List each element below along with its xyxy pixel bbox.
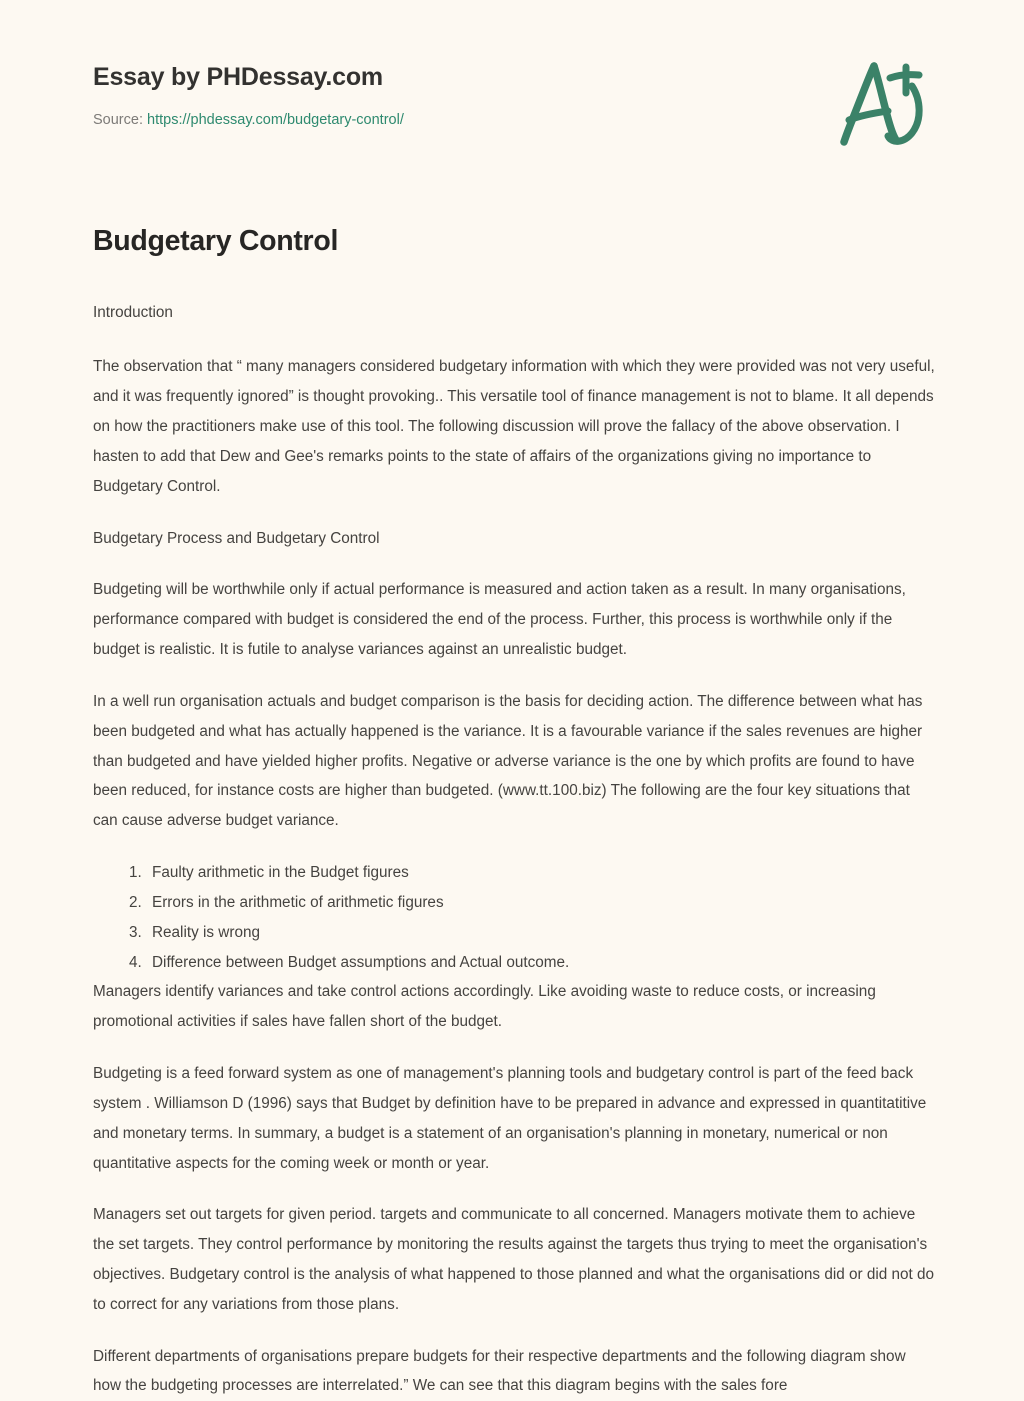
list-item: 1. Faulty arithmetic in the Budget figures xyxy=(146,858,935,888)
source-label: Source: xyxy=(93,112,143,128)
aplus-logo-icon xyxy=(826,48,936,158)
page-title: Budgetary Control xyxy=(93,225,339,257)
variance-causes-list xyxy=(93,858,935,977)
document-body xyxy=(0,150,1024,1401)
paragraph-2: Budgeting will be worthwhile only if actual performance is measured and action taken as a result. In many organisations, performance compared with budget is considered the end of the process. Further, this process is worthwhile only if the budget is realistic. It is futile to analyse variances against an unrealistic budget. xyxy=(93,581,906,659)
list-item: 2. Errors in the arithmetic of arithmetic figures xyxy=(146,888,935,918)
paragraph-6: Managers set out targets for given period. targets and communicate to all concerned. Managers motivate them to achieve the set targets. They control performance by monitoring the results against the targets thus trying to meet the organisation's objectives. Budgetary control is the analysis of what happened to those planned and what the organisations did or did not do to correct for any variations from those plans. xyxy=(93,1206,935,1313)
section-label-introduction: Introduction xyxy=(93,303,173,321)
paragraph-3: In a well run organisation actuals and budget comparison is the basis for deciding action. The difference between what has been budgeted and what has actually happened is the variance. It is a favourable variance if the sales revenues are higher than budgeted and have yielded higher profits. Negative or adverse variance is the one by which profits are found to have been reduced, for instance costs are higher than budgeted. (www.tt.100.biz) The following are the four key situations that can cause adverse budget variance. xyxy=(93,692,923,830)
list-item: 3. Reality is wrong xyxy=(146,918,935,948)
paragraph-4: Managers identify variances and take control actions accordingly. Like avoiding waste to reduce costs, or increasing promotional activities if sales have fallen short of the budget. xyxy=(93,983,876,1031)
paragraph-1: The observation that “ many managers considered budgetary information with which they were provided was not very useful, and it was frequently ignored” is thought provoking.. This versatile tool of finance management is not to blame. It all depends on how the practitioners make use of this tool. The following discussion will prove the fallacy of the above observation. I hasten to add that Dew and Gee's remarks points to the state of affairs of the organizations giving no importance to Budgetary Control. xyxy=(93,358,935,495)
source-line xyxy=(93,111,944,130)
list-item: 4. Difference between Budget assumptions and Actual outcome. xyxy=(146,948,935,978)
section-label-budgetary-process: Budgetary Process and Budgetary Control xyxy=(93,529,380,547)
aplus-logo-svg xyxy=(826,48,936,158)
paragraph-7: Different departments of organisations prepare budgets for their respective departments and the following diagram show how the budgeting processes are interrelated.” We can see that this diagram begins with the sales fore xyxy=(93,1347,906,1395)
source-url-link[interactable]: https://phdessay.com/budgetary-control/ xyxy=(147,112,404,128)
page-header xyxy=(0,0,1024,150)
paragraph-5: Budgeting is a feed forward system as one of management's planning tools and budgetary control is part of the feed back system . Williamson D (1996) says that Budget by definition have to be prepared in advance and expressed in quantitatitive and monetary terms. In summary, a budget is a statement of an organisation's planning in monetary, numerical or non quantitative aspects for the coming week or month or year. xyxy=(93,1065,927,1172)
brand-title: Essay by PHDessay.com xyxy=(93,63,383,91)
